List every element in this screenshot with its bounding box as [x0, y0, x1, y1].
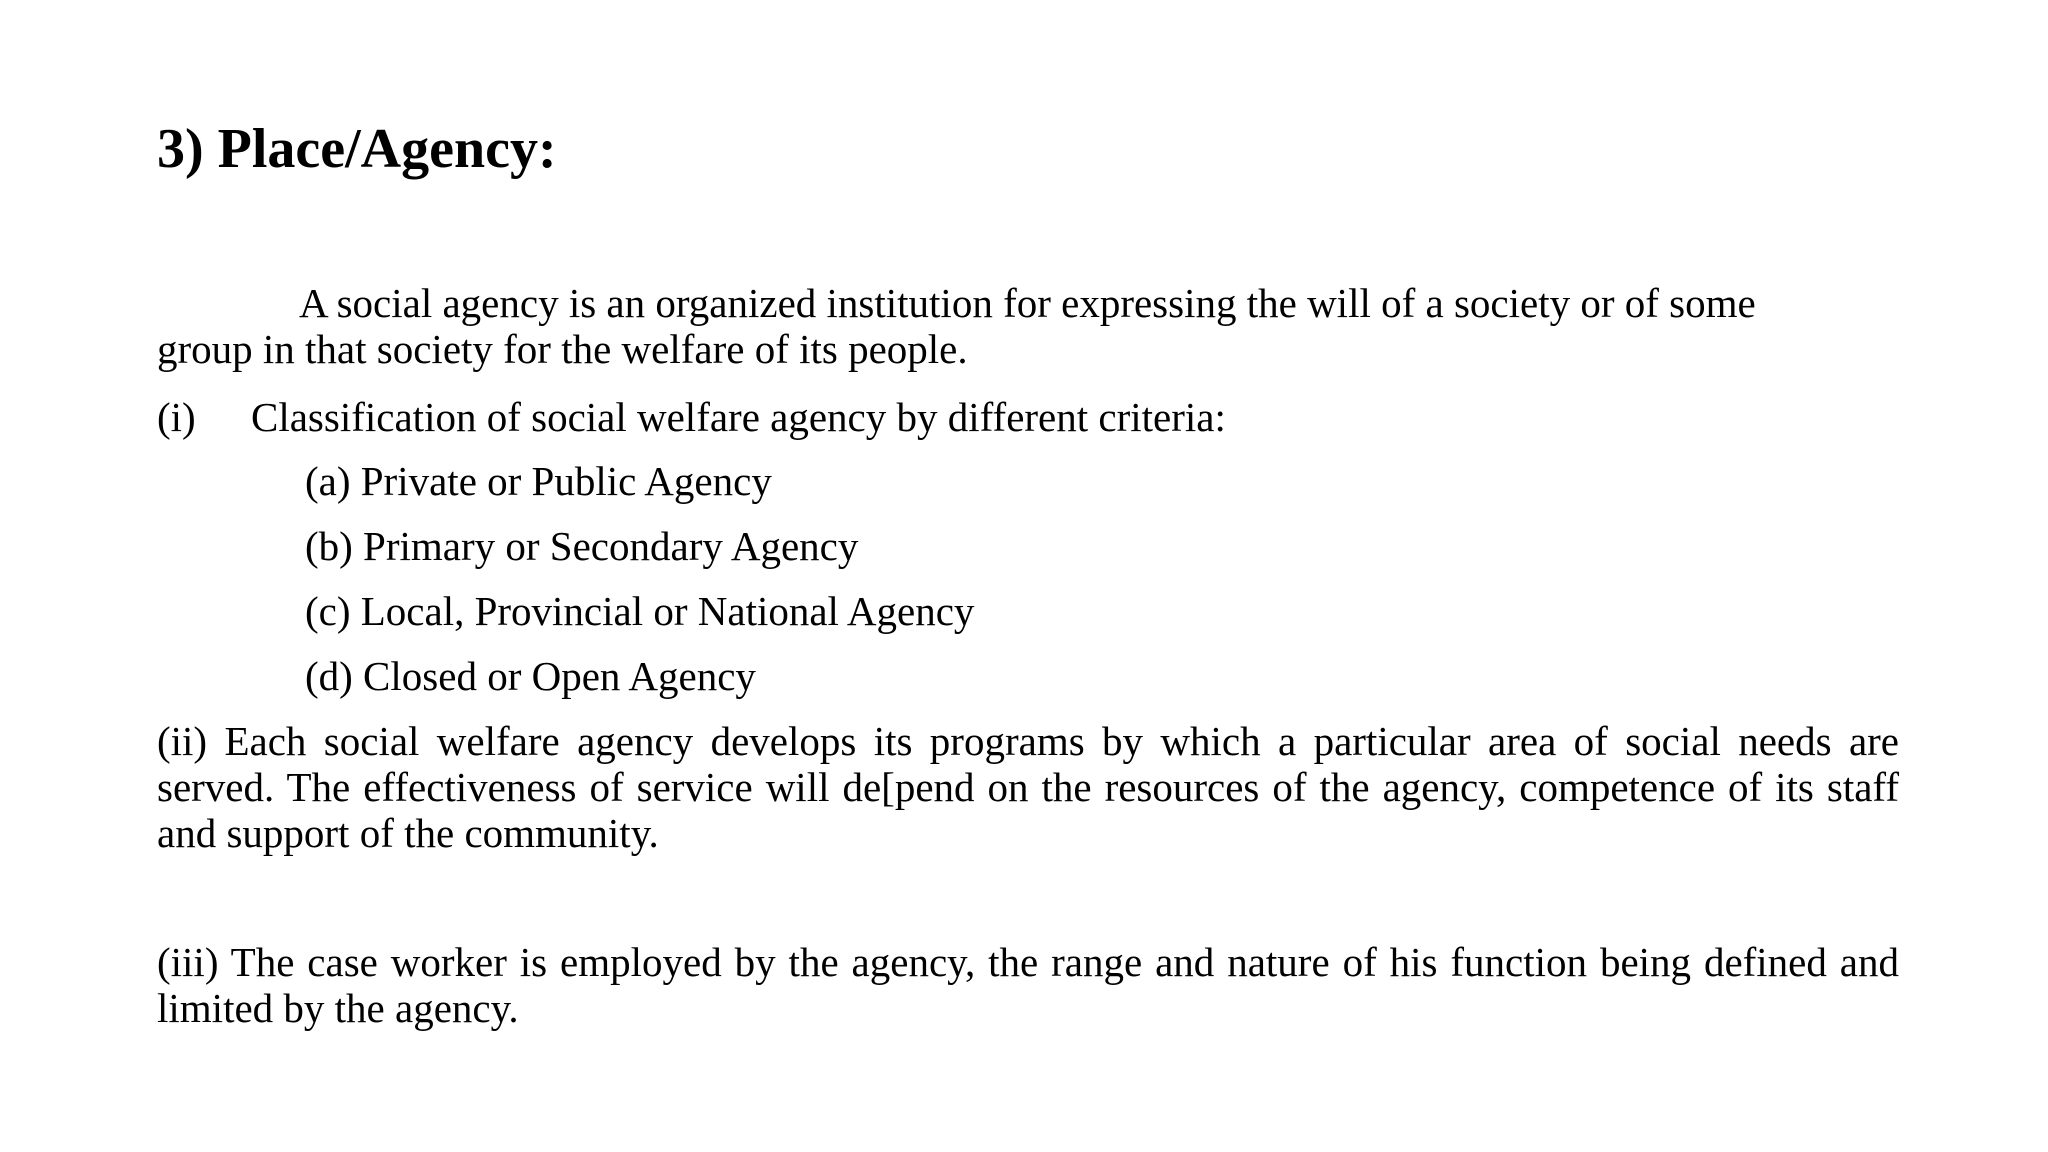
list-item: (d) Closed or Open Agency — [305, 653, 756, 699]
intro-paragraph: A social agency is an organized institution for expressing the will of a society or of some group in that society for the welfare of its people. — [157, 280, 1756, 372]
classification-number: (i) — [157, 394, 196, 440]
paragraph-iii: (iii) The case worker is employed by the agency, the range and nature of his function being defined and limited by the agency. — [157, 939, 1899, 1031]
paragraph-ii: (ii) Each social welfare agency develops its programs by which a particular area of social needs are served. The effectiveness of service will de[pend on the resources of the agency, competence of its staff and support of the community. — [157, 718, 1899, 856]
list-item: (b) Primary or Secondary Agency — [305, 523, 859, 569]
list-item: (c) Local, Provincial or National Agency — [305, 588, 975, 634]
list-item: (a) Private or Public Agency — [305, 458, 772, 504]
classification-heading — [157, 394, 1226, 440]
classification-text: Classification of social welfare agency by different criteria: — [251, 394, 1226, 440]
slide-title: 3) Place/Agency: — [157, 118, 557, 180]
